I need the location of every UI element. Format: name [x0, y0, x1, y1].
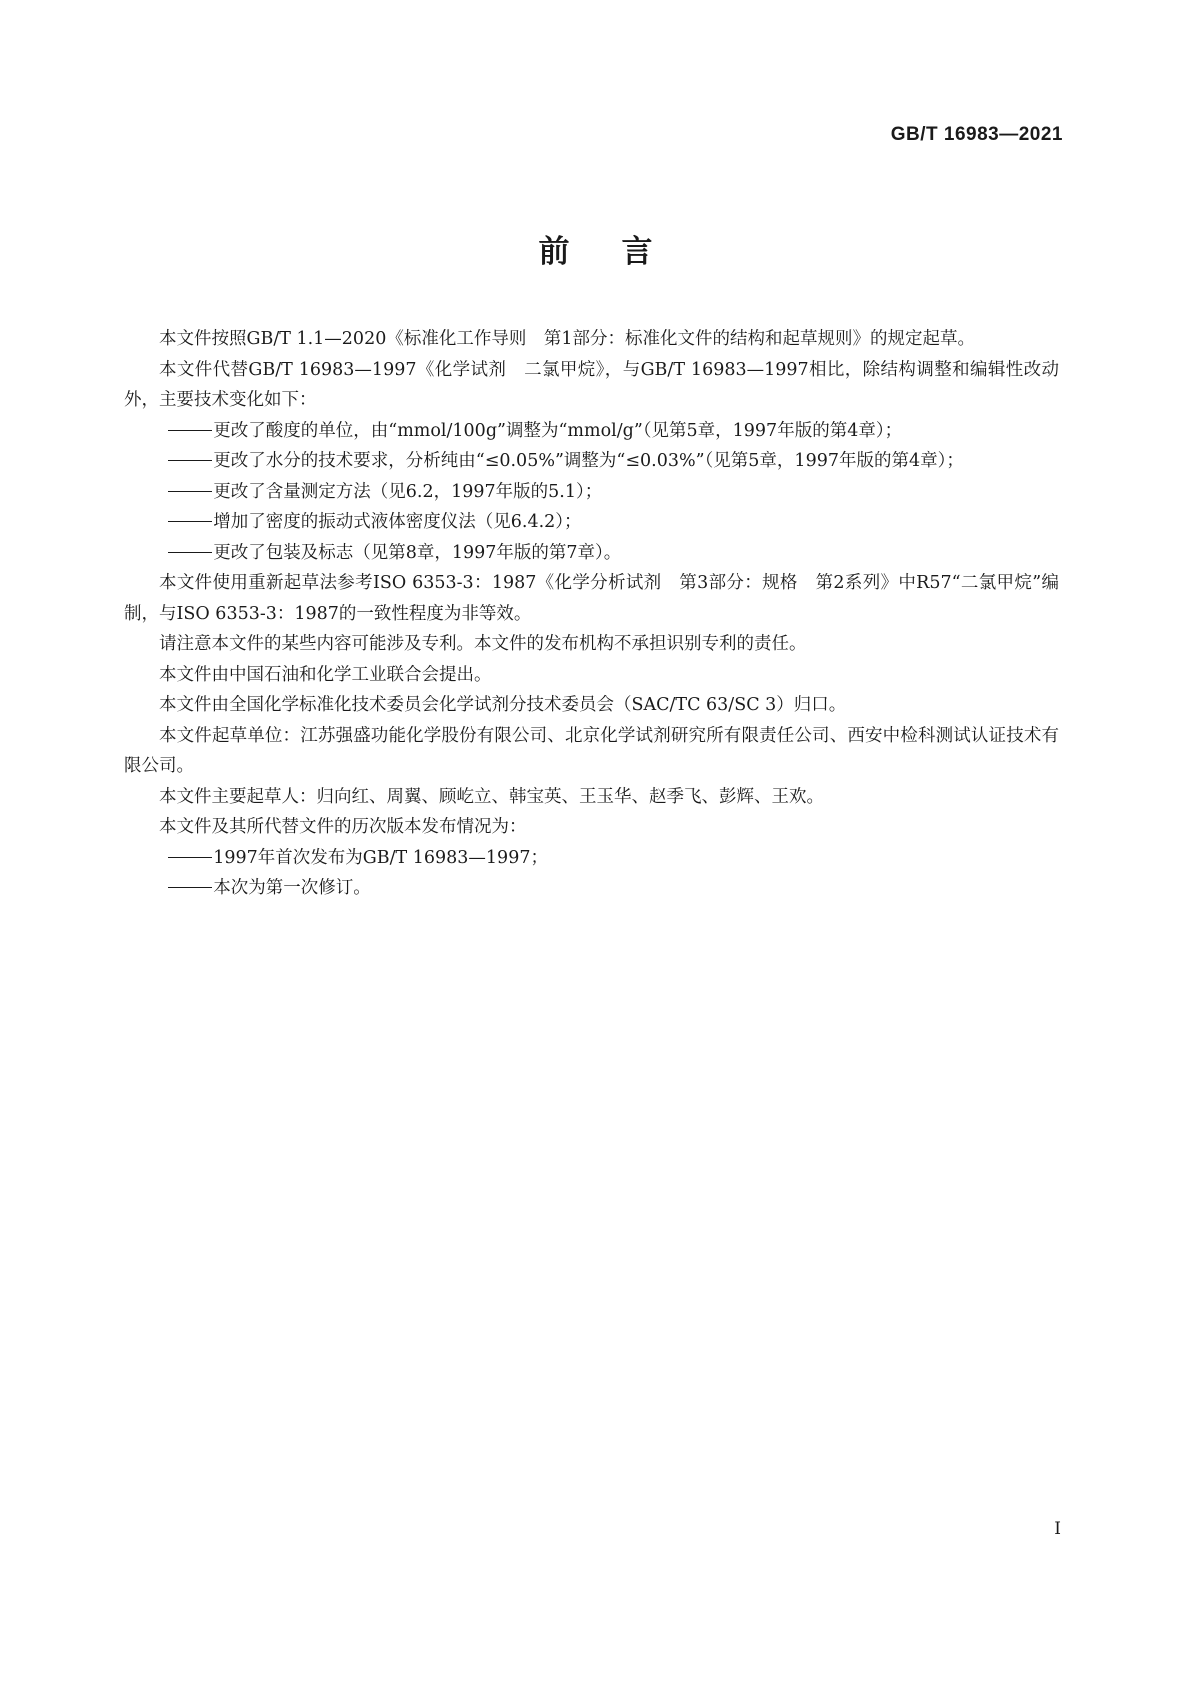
standard-number: GB/T 16983—2021 — [890, 124, 1063, 145]
paragraph-patent-notice: 请注意本文件的某些内容可能涉及专利。本文件的发布机构不承担识别专利的责任。 — [159, 634, 807, 654]
list-item-change — [124, 538, 1059, 569]
dash-marker — [168, 521, 212, 522]
paragraph-replacement: 本文件代替GB/T 16983—1997《化学试剂 二氯甲烷》，与GB/T 16983—1997相比，除结构调整和编辑性改动外，主要技术变化如下： — [124, 359, 1059, 410]
list-item-change — [124, 477, 1059, 508]
list-item-text: 增加了密度的振动式液体密度仪法（见6.4.2）； — [213, 512, 582, 532]
list-item-change — [124, 507, 1059, 538]
page-title: 前言 — [538, 234, 705, 270]
page-number: I — [1054, 1519, 1061, 1539]
list-item-text: 更改了酸度的单位，由“mmol/100g”调整为“mmol/g”（见第5章，1997年版的第4章）； — [213, 420, 903, 441]
paragraph-history-intro: 本文件及其所代替文件的历次版本发布情况为： — [159, 817, 527, 837]
list-item-text: 本次为第一次修订。 — [213, 878, 371, 898]
list-item-text: 更改了含量测定方法（见6.2，1997年版的5.1）； — [213, 481, 603, 502]
foreword-body — [124, 324, 1059, 904]
list-item-text: 更改了包装及标志（见第8章，1997年版的第7章）。 — [213, 542, 622, 563]
dash-marker — [168, 491, 212, 492]
dash-marker — [168, 430, 212, 431]
paragraph-iso-reference: 本文件使用重新起草法参考ISO 6353-3：1987《化学分析试剂 第3部分：规格 第2系列》中R57“二氯甲烷”编制，与ISO 6353-3：1987的一致性程度为非等效。 — [124, 573, 1059, 624]
dash-marker — [168, 887, 212, 888]
list-item-text: 1997年首次发布为GB/T 16983—1997； — [213, 847, 548, 868]
paragraph-drafting-units: 本文件起草单位：江苏强盛功能化学股份有限公司、北京化学试剂研究所有限责任公司、西安中检科测试认证技术有限公司。 — [124, 725, 1059, 776]
dash-marker — [168, 552, 212, 553]
list-item-history — [124, 843, 1059, 874]
list-item-change — [124, 416, 1059, 447]
paragraph-drafters: 本文件主要起草人：归向红、周翼、顾屹立、韩宝英、王玉华、赵季飞、彭辉、王欢。 — [159, 786, 824, 807]
dash-marker — [168, 460, 212, 461]
list-item-change — [124, 446, 1059, 477]
list-item-history — [124, 873, 1059, 904]
paragraph-drafting-rules: 本文件按照GB/T 1.1—2020《标准化工作导则 第1部分：标准化文件的结构和起草规则》的规定起草。 — [159, 329, 975, 349]
paragraph-committee: 本文件由全国化学标准化技术委员会化学试剂分技术委员会（SAC/TC 63/SC 3）归口。 — [159, 695, 847, 715]
paragraph-proposer: 本文件由中国石油和化学工业联合会提出。 — [159, 664, 492, 685]
list-item-text: 更改了水分的技术要求，分析纯由“≤0.05%”调整为“≤0.03%”（见第5章，1997年版的第4章）； — [213, 451, 964, 471]
dash-marker — [168, 857, 212, 858]
